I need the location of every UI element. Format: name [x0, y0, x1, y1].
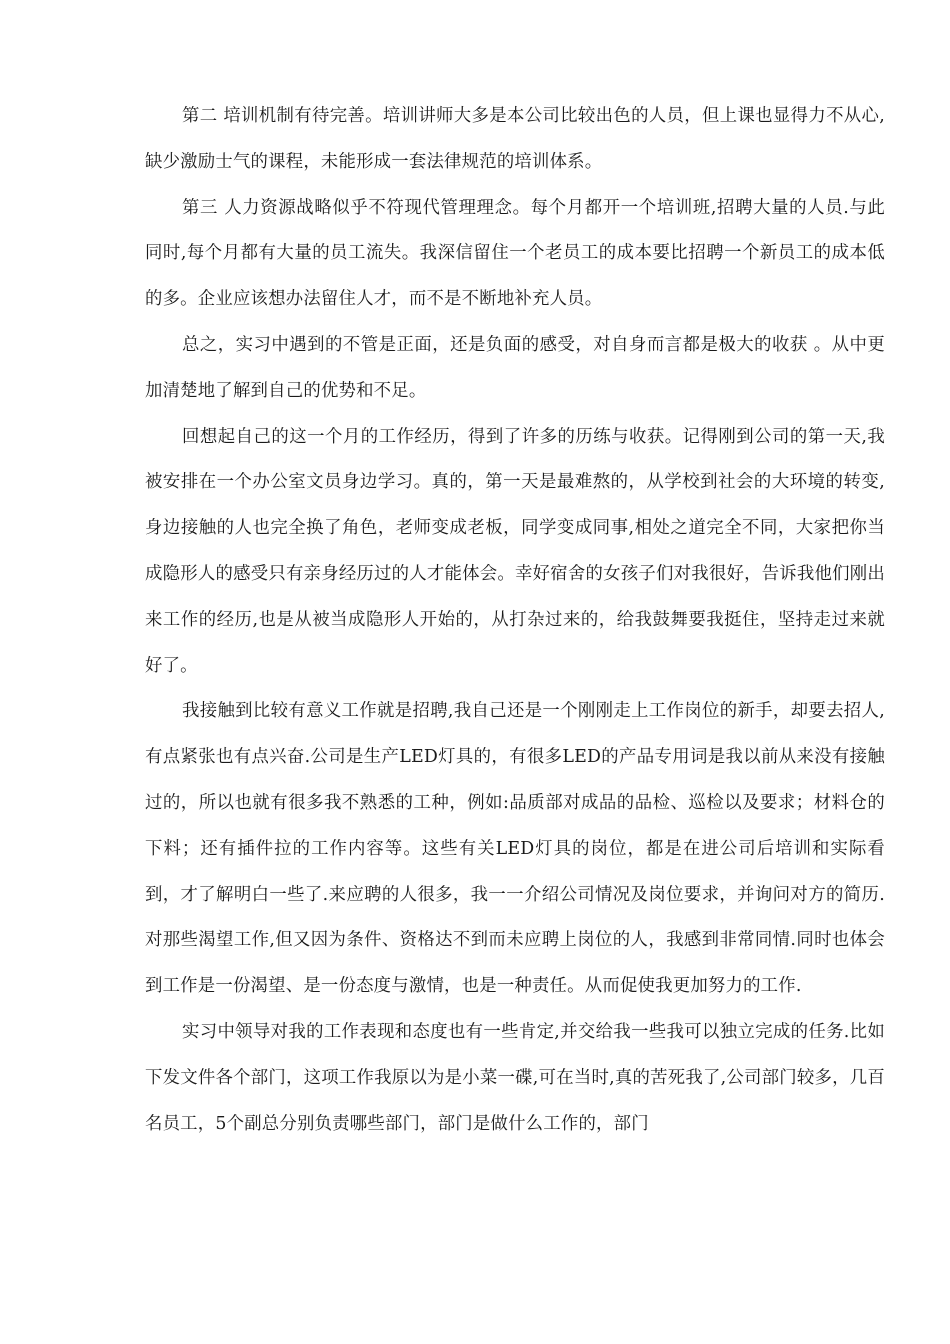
paragraph-summary: 总之，实习中遇到的不管是正面，还是负面的感受，对自身而言都是极大的收获 。从中更加清楚地了解到自己的优势和不足。 — [145, 334, 885, 401]
document-body — [145, 94, 885, 1147]
paragraph-training-mechanism: 第二 培训机制有待完善。培训讲师大多是本公司比较出色的人员，但上课也显得力不从心,缺少激励士气的课程，未能形成一套法律规范的培训体系。 — [145, 106, 885, 172]
paragraph-first-month: 回想起自己的这一个月的工作经历，得到了许多的历练与收获。记得刚到公司的第一天,我被安排在一个办公室文员身边学习。真的，第一天是最难熬的，从学校到社会的大环境的转变,身边接触的人也完全换了角色，老师变成老板，同学变成同事,相处之道完全不同，大家把你当成隐形人的感受只有亲身经历过的人才能体会。幸好宿舍的女孩子们对我很好，告诉我他们刚出来工作的经历,也是从被当成隐形人开始的，从打杂过来的，给我鼓舞要我挺住，坚持走过来就好了。 — [145, 426, 885, 676]
paragraph-hr-strategy: 第三 人力资源战略似乎不符现代管理理念。每个月都开一个培训班,招聘大量的人员.与此同时,每个月都有大量的员工流失。我深信留住一个老员工的成本要比招聘一个新员工的成本低的多。企业应该想办法留住人才，而不是不断地补充人员。 — [145, 197, 885, 310]
paragraph-independent-tasks: 实习中领导对我的工作表现和态度也有一些肯定,并交给我一些我可以独立完成的任务.比如下发文件各个部门，这项工作我原以为是小菜一碟,可在当时,真的苦死我了,公司部门较多，几百名员工，5个副总分别负责哪些部门，部门是做什么工作的，部门 — [145, 1021, 885, 1134]
paragraph-recruiting: 我接触到比较有意义工作就是招聘,我自己还是一个刚刚走上工作岗位的新手，却要去招人,有点紧张也有点兴奋.公司是生产LED灯具的，有很多LED的产品专用词是我以前从来没有接触过的，所以也就有很多我不熟悉的工种，例如:品质部对成品的品检、巡检以及要求；材料仓的下料；还有插件拉的工作内容等。这些有关LED灯具的岗位，都是在进公司后培训和实际看到，才了解明白一些了.来应聘的人很多，我一一介绍公司情况及岗位要求，并询问对方的简历.对那些渴望工作,但又因为条件、资格达不到而未应聘上岗位的人，我感到非常同情.同时也体会到工作是一份渴望、是一份态度与激情，也是一种责任。从而促使我更加努力的工作. — [145, 701, 885, 997]
